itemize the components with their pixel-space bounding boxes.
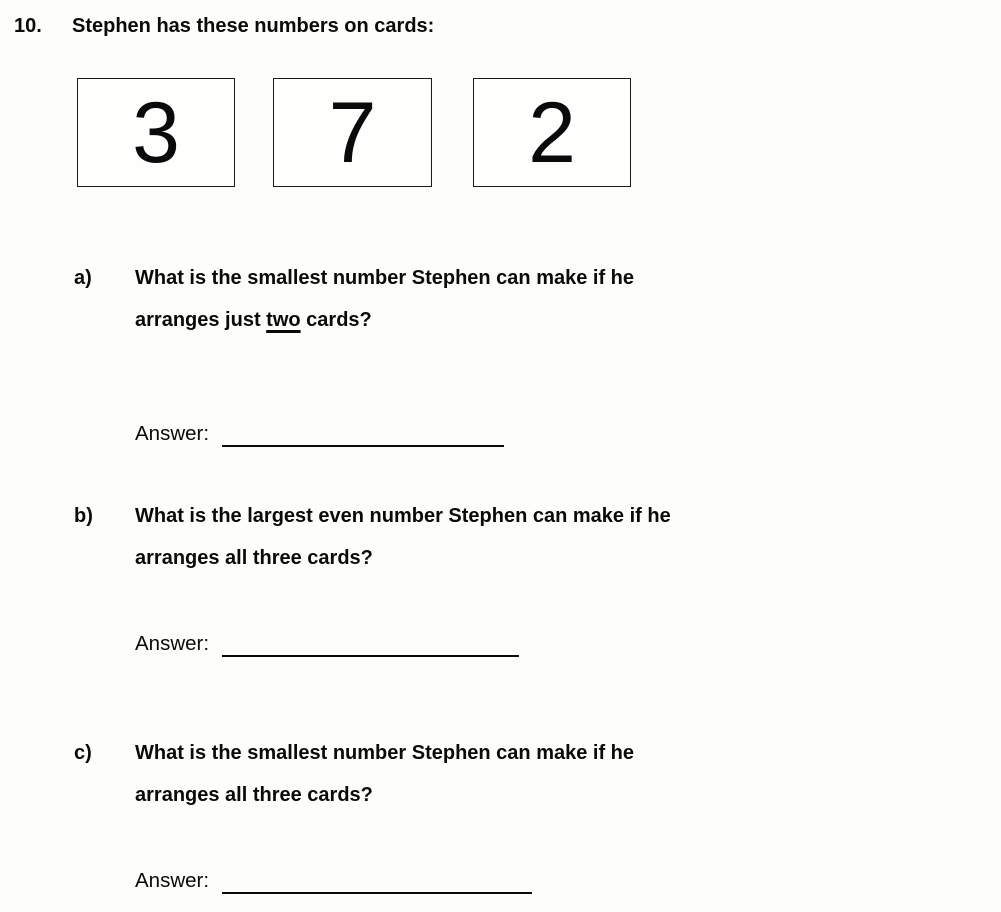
- part-a-label: a): [74, 267, 92, 289]
- card-digit-2: 7: [328, 84, 377, 181]
- question-number: 10.: [14, 15, 42, 37]
- part-b-answer-row: [135, 629, 519, 657]
- part-c-question-line1: What is the smallest number Stephen can make if he: [135, 742, 635, 764]
- part-a-answer-label: Answer:: [135, 422, 210, 445]
- part-b-answer-blank: [222, 629, 519, 657]
- question-title: Stephen has these numbers on cards:: [72, 15, 435, 37]
- card-digit-3: 2: [528, 84, 576, 181]
- part-a-answer-blank: [222, 419, 504, 447]
- part-c-question-line2: [135, 784, 373, 807]
- part-c-answer-label: Answer:: [135, 869, 210, 892]
- part-c-label: c): [74, 742, 92, 764]
- part-b-label: b): [74, 505, 93, 527]
- part-a-answer-row: [135, 419, 504, 447]
- part-a-line2-suffix: cards?: [300, 309, 372, 331]
- card-digit-1: 3: [132, 84, 180, 181]
- part-b-question-line1: What is the largest even number Stephen can make if he: [135, 505, 671, 527]
- part-a-line2-underlined-word: two: [266, 309, 301, 331]
- part-a-question-line2: [135, 309, 372, 332]
- part-c-line2-prefix: arranges all three cards?: [135, 784, 373, 806]
- number-card-2: [273, 78, 432, 187]
- part-b-line2-prefix: arranges all three cards?: [135, 547, 373, 569]
- part-b-answer-label: Answer:: [135, 632, 210, 655]
- part-a-question-line1: What is the smallest number Stephen can make if he: [135, 267, 635, 289]
- part-a-line2-prefix: arranges just: [135, 309, 267, 331]
- part-c-answer-blank: [222, 866, 532, 894]
- number-card-3: [473, 78, 631, 187]
- number-card-1: [77, 78, 235, 187]
- part-b-question-line2: [135, 547, 373, 570]
- part-c-answer-row: [135, 866, 532, 894]
